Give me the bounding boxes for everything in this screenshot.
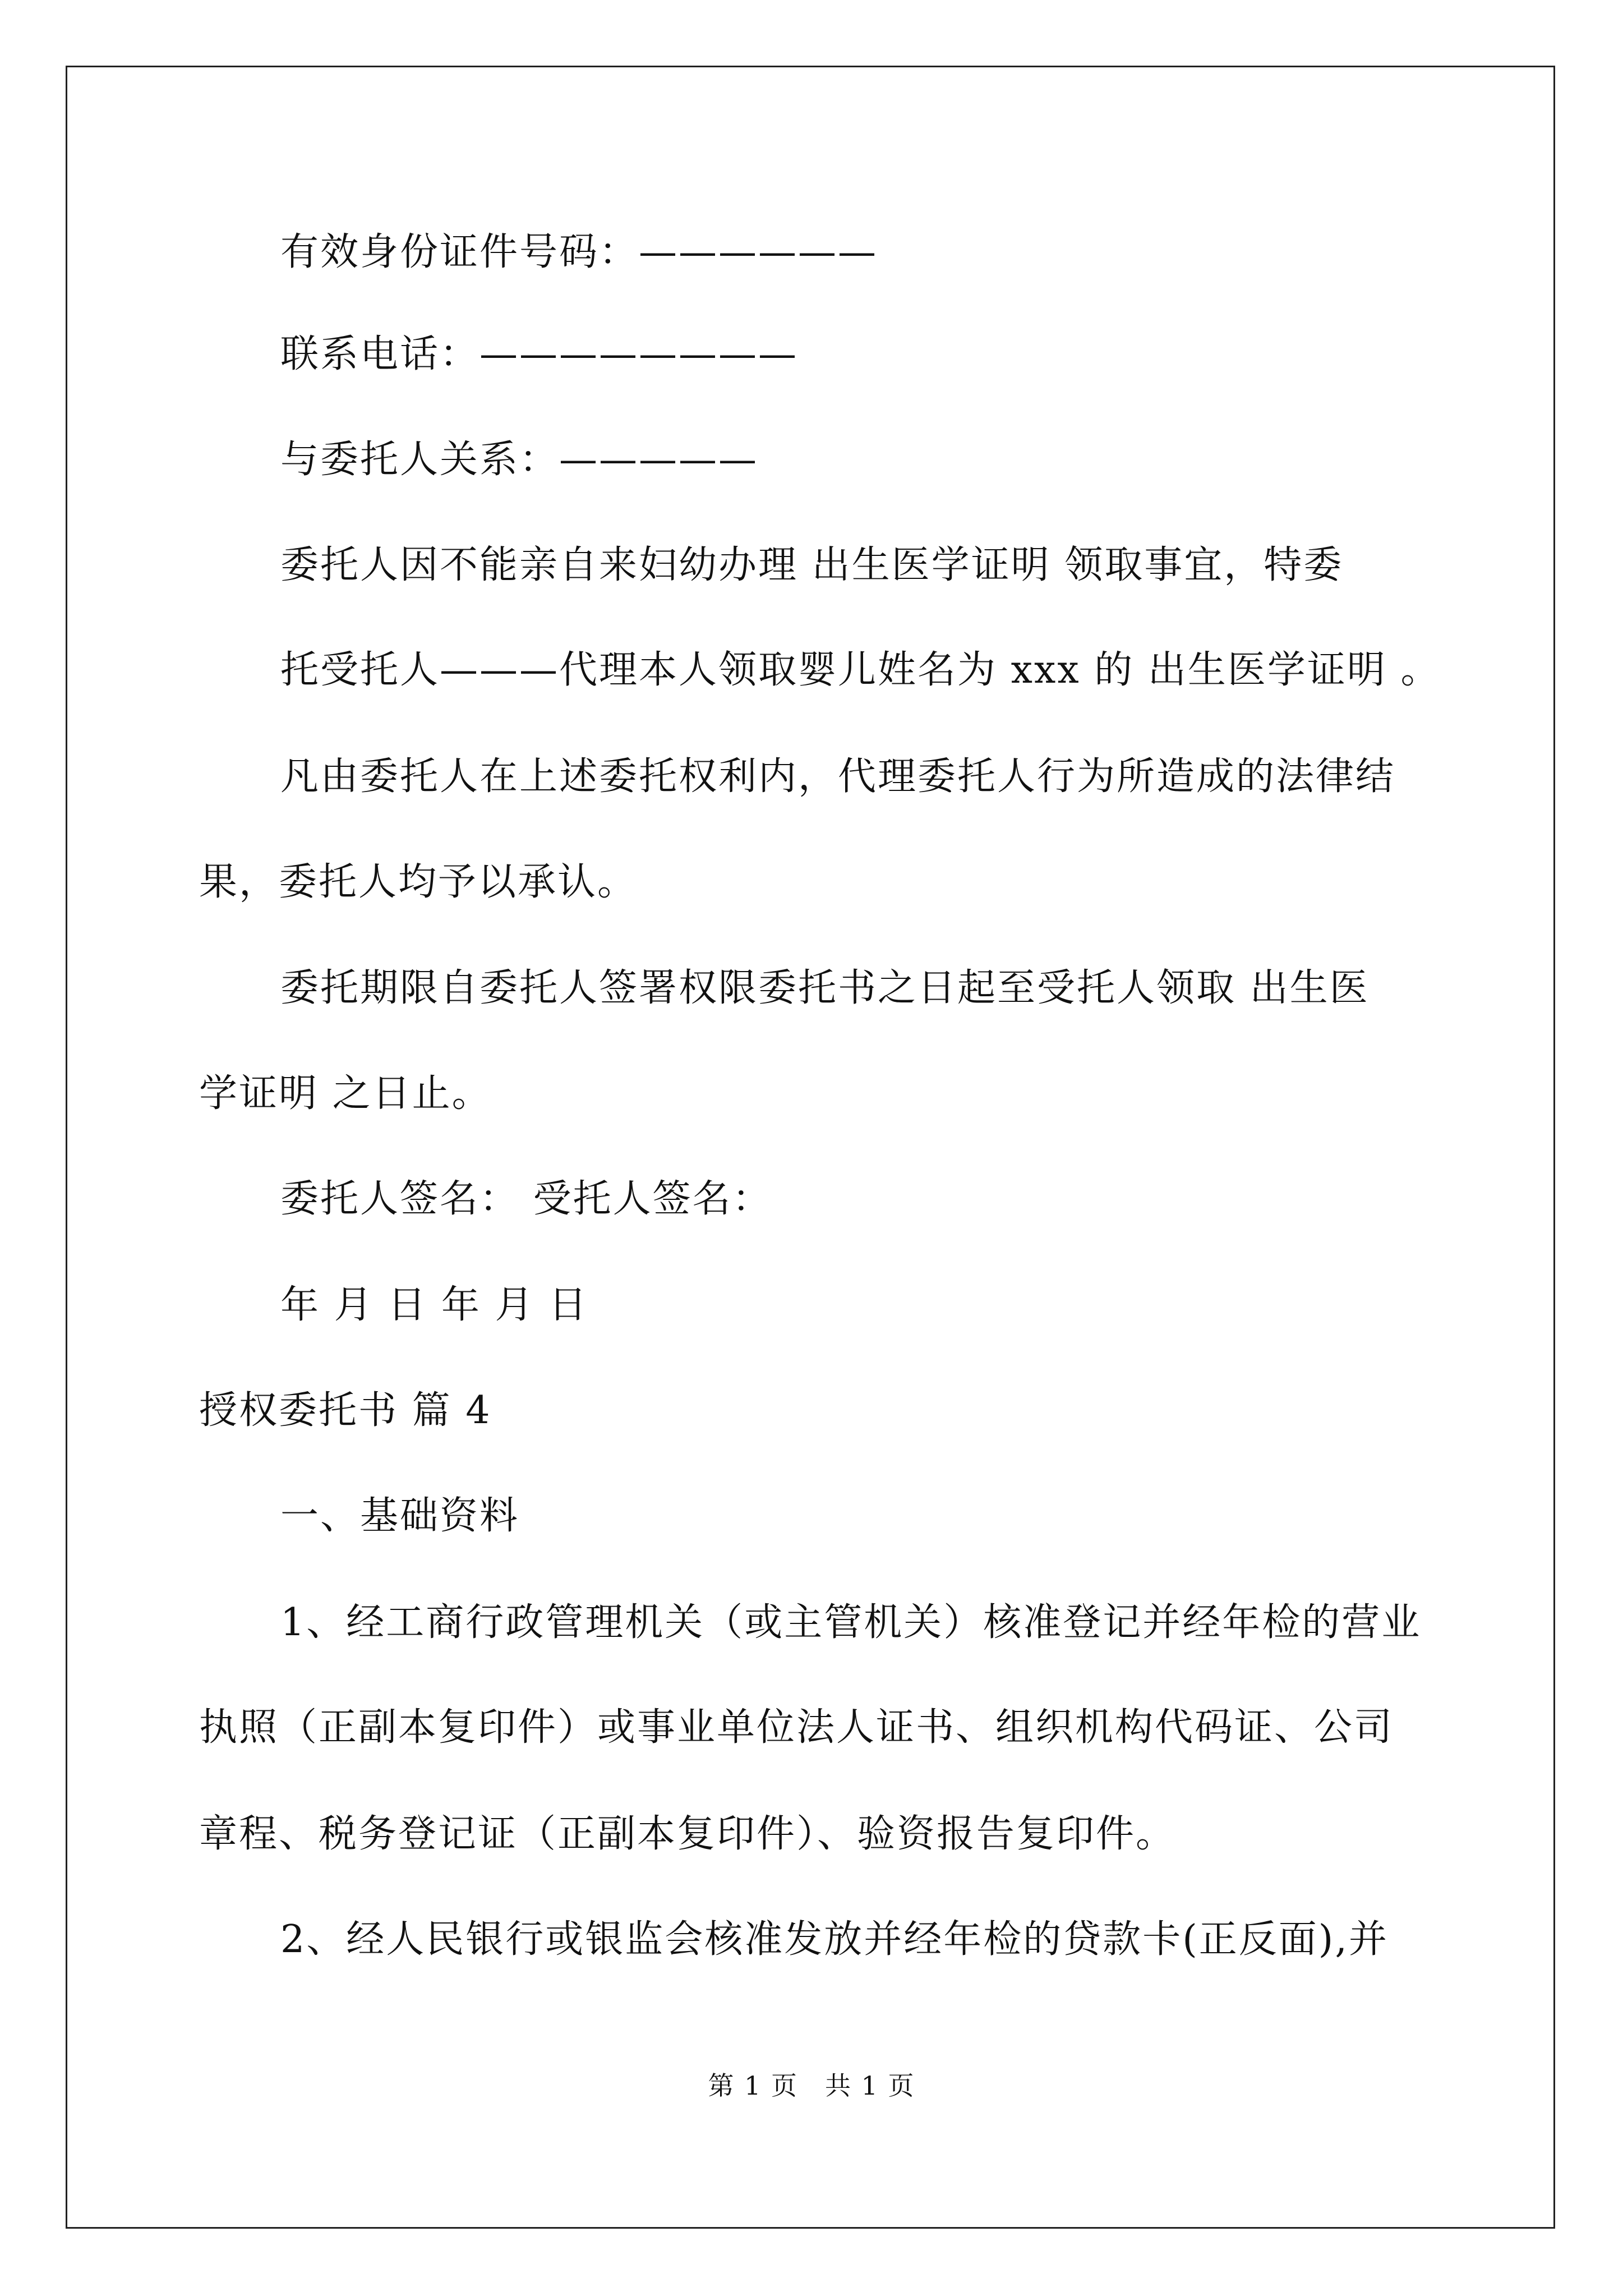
paragraph-line: 果，委托人均予以承认。 xyxy=(199,860,638,904)
paragraph-line: 托受托人———代理本人领取婴儿姓名为 xxx 的 出生医学证明 。 xyxy=(280,648,1441,692)
date-line: 年 月 日 年 月 日 xyxy=(280,1283,589,1327)
paragraph-line: 2、经人民银行或银监会核准发放并经年检的贷款卡(正反面),并 xyxy=(280,1917,1389,1962)
page-number: 第 1 页 共 1 页 xyxy=(708,2070,915,2101)
paragraph-line: 委托人因不能亲自来妇幼办理 出生医学证明 领取事宜，特委 xyxy=(280,543,1344,587)
paragraph-line: 委托期限自委托人签署权限委托书之日起至受托人领取 出生医 xyxy=(280,966,1370,1010)
phone-line: 联系电话：———————— xyxy=(280,332,799,376)
paragraph-line: 执照（正副本复印件）或事业单位法人证书、组织机构代码证、公司 xyxy=(199,1705,1394,1750)
section-heading: 一、基础资料 xyxy=(280,1494,520,1538)
paragraph-line: 凡由委托人在上述委托权利内，代理委托人行为所造成的法律结 xyxy=(280,754,1396,799)
paragraph-line: 1、经工商行政管理机关（或主管机关）核准登记并经年检的营业 xyxy=(280,1600,1422,1645)
section-title: 授权委托书 篇 4 xyxy=(199,1388,492,1433)
page-border xyxy=(66,66,1555,2229)
relationship-line: 与委托人关系：————— xyxy=(280,438,759,482)
signature-line: 委托人签名： 受托人签名： xyxy=(280,1177,772,1221)
id-number-line: 有效身份证件号码：—————— xyxy=(280,230,878,274)
paragraph-line: 学证明 之日止。 xyxy=(199,1071,492,1116)
paragraph-line: 章程、税务登记证（正副本复印件）、验资报告复印件。 xyxy=(199,1812,1176,1856)
